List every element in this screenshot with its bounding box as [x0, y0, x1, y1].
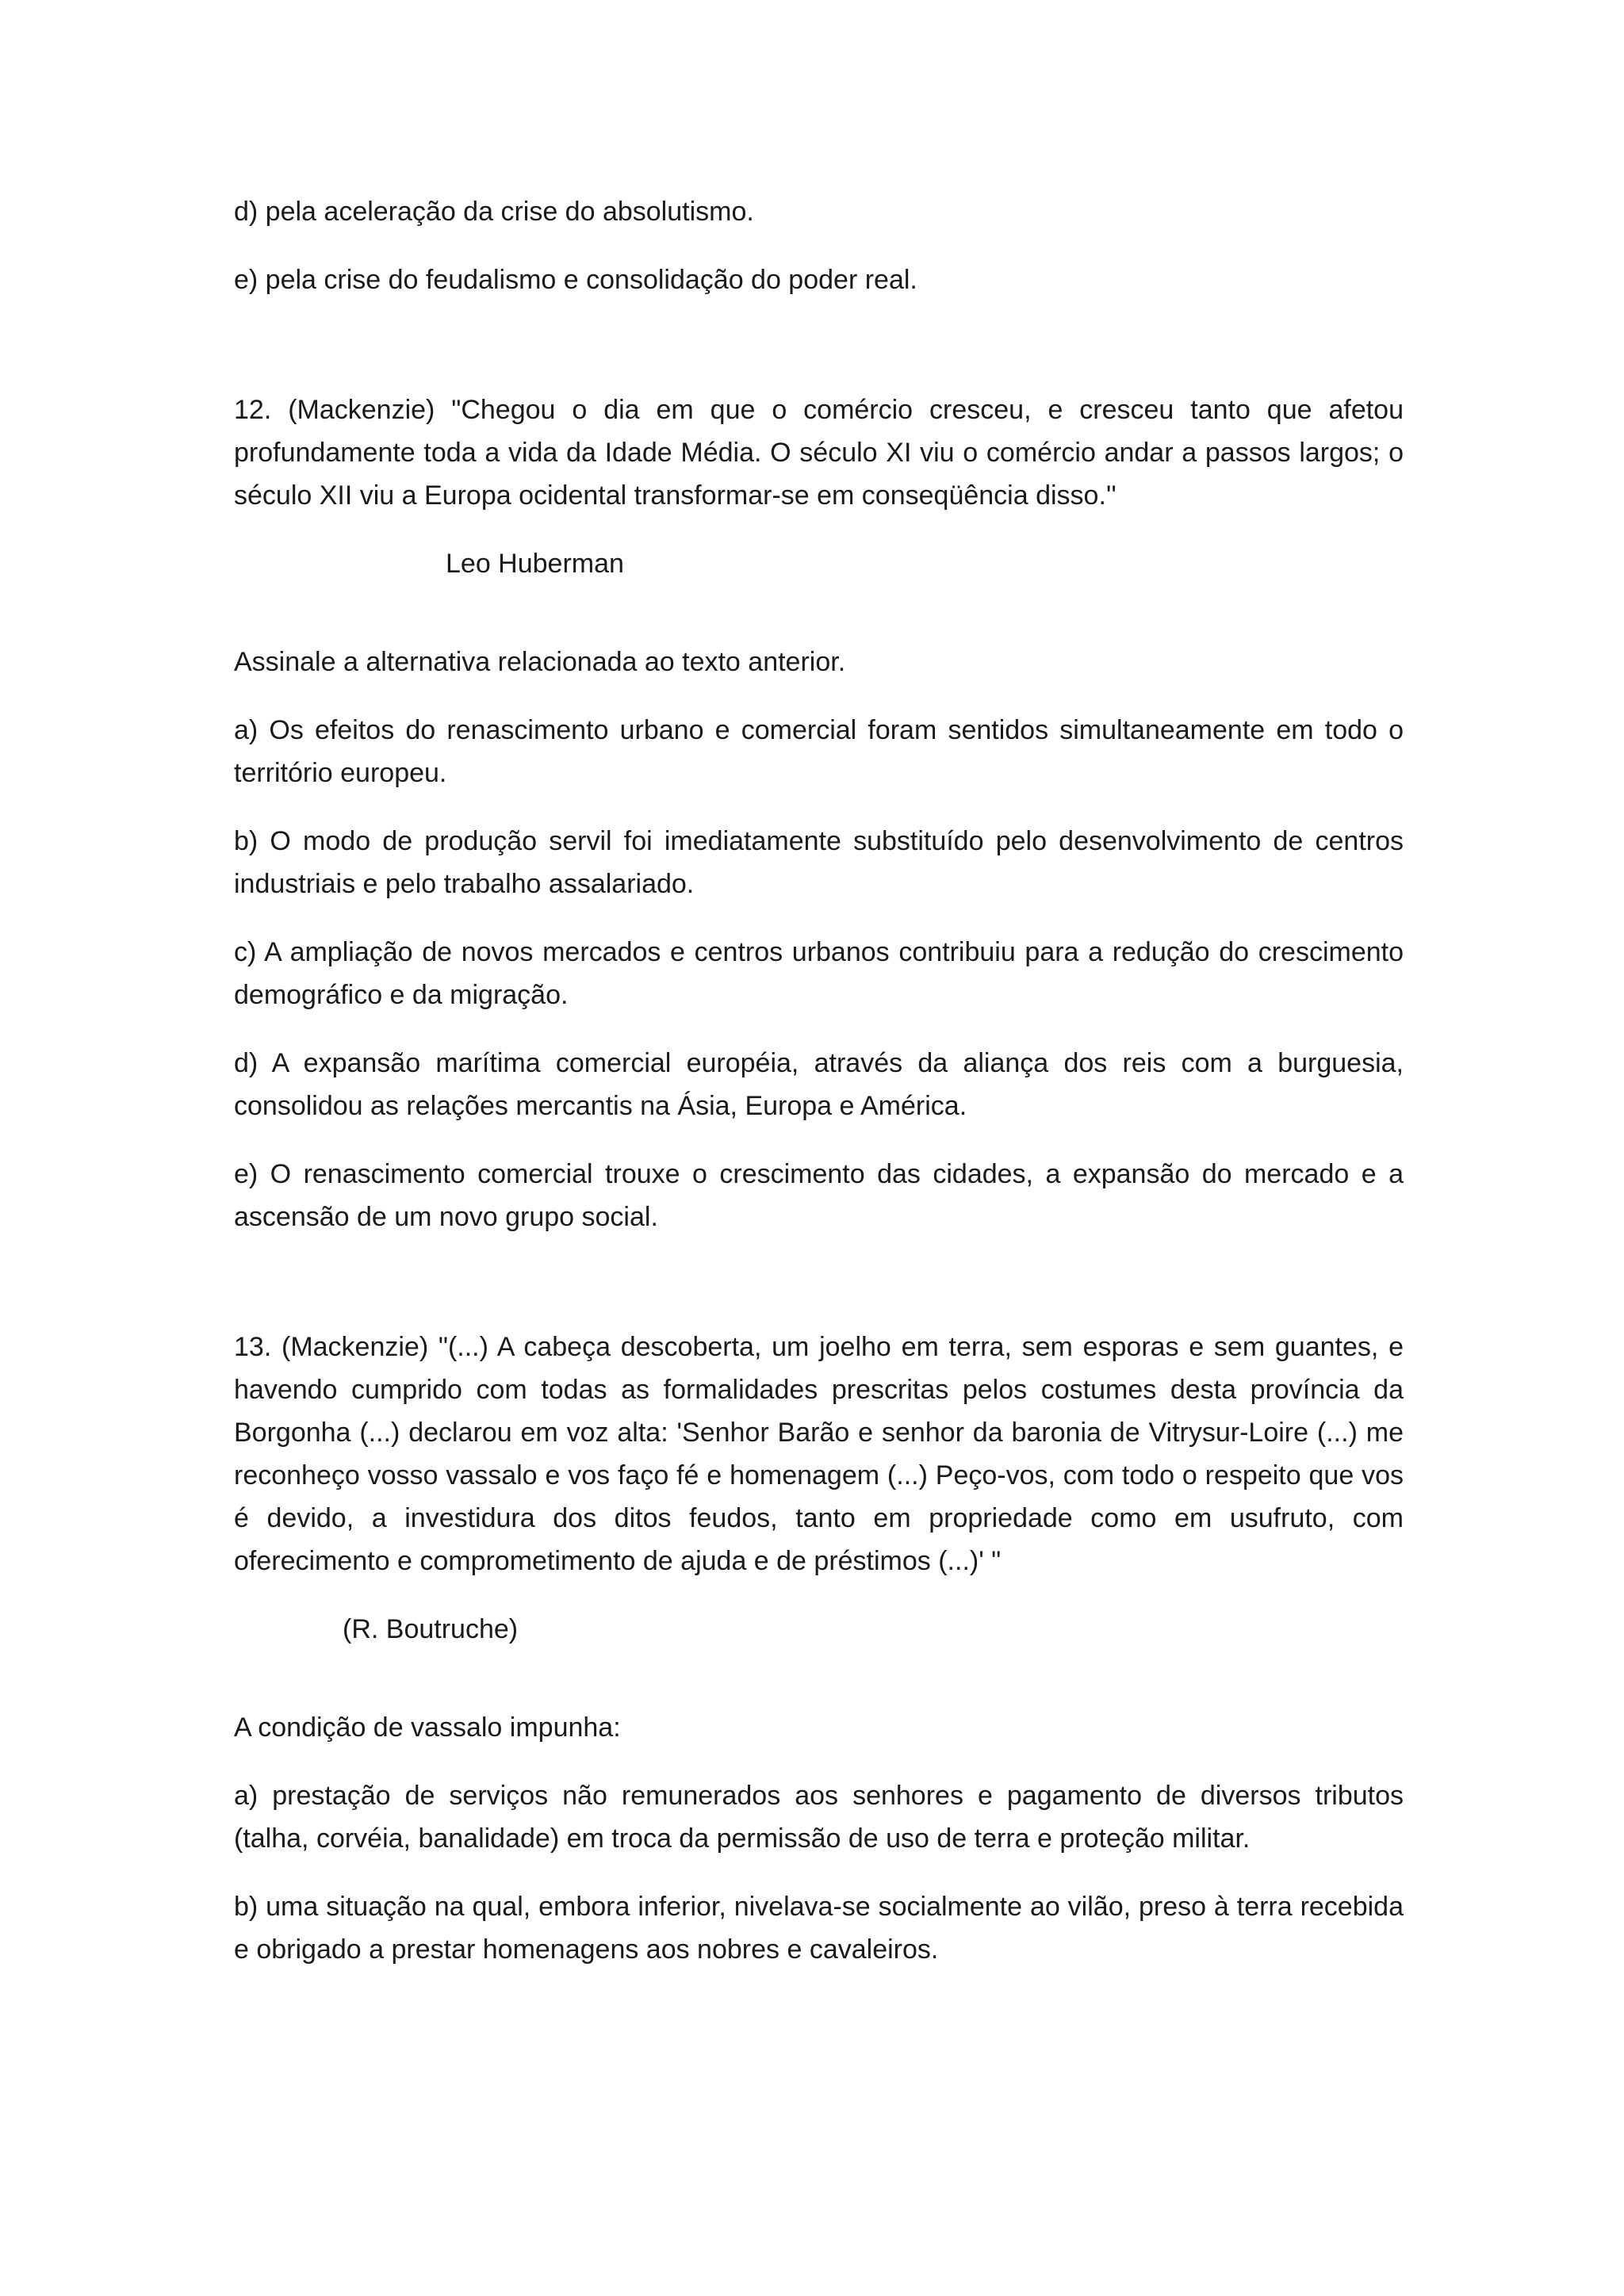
question-12-option-c: c) A ampliação de novos mercados e centros urbanos contribuiu para a redução do crescimento demográfico e da migração.	[234, 937, 1404, 1010]
question-12-author: Leo Huberman	[446, 549, 624, 579]
question-13-author: (R. Boutruche)	[343, 1614, 519, 1644]
question-12-option-a: a) Os efeitos do renascimento urbano e comercial foram sentidos simultaneamente em todo o território europeu.	[234, 715, 1404, 788]
option-d-previous-question: d) pela aceleração da crise do absolutismo.	[234, 197, 754, 227]
document-body	[234, 190, 1404, 1996]
question-13-prompt: A condição de vassalo impunha:	[234, 1712, 621, 1743]
question-13-statement: 13. (Mackenzie) "(...) A cabeça descoberta, um joelho em terra, sem esporas e sem guantes, e havendo cumprido com todas as formalidades prescritas pelos costumes desta província da Borgonha (...) declarou em voz alta: 'Senhor Barão e senhor da baronia de Vitrysur-Loire (...) me reconheço vosso vassalo e vos faço fé e homenagem (...) Peço-vos, com todo o respeito que vos é devido, a investidura dos ditos feudos, tanto em propriedade como em usufruto, com oferecimento e comprometimento de ajuda e de préstimos (...)' "	[234, 1332, 1404, 1576]
question-13-option-b: b) uma situação na qual, embora inferior, nivelava-se socialmente ao vilão, preso à terra recebida e obrigado a prestar homenagens aos nobres e cavaleiros.	[234, 1892, 1404, 1965]
question-12-option-e: e) O renascimento comercial trouxe o crescimento das cidades, a expansão do mercado e a ascensão de um novo grupo social.	[234, 1159, 1404, 1232]
question-12-statement: 12. (Mackenzie) "Chegou o dia em que o comércio cresceu, e cresceu tanto que afetou profundamente toda a vida da Idade Média. O século XI viu o comércio andar a passos largos; o século XII viu a Europa ocidental transformar-se em conseqüência disso.''	[234, 395, 1404, 511]
question-13-option-a: a) prestação de serviços não remunerados aos senhores e pagamento de diversos tributos (talha, corvéia, banalidade) em troca da permissão de uso de terra e proteção militar.	[234, 1781, 1404, 1854]
question-12-prompt: Assinale a alternativa relacionada ao texto anterior.	[234, 647, 846, 677]
question-12-option-b: b) O modo de produção servil foi imediatamente substituído pelo desenvolvimento de centros industriais e pelo trabalho assalariado.	[234, 826, 1404, 899]
option-e-previous-question: e) pela crise do feudalismo e consolidação do poder real.	[234, 265, 917, 295]
question-12-option-d: d) A expansão marítima comercial européia, através da aliança dos reis com a burguesia, consolidou as relações mercantis na Ásia, Europa e América.	[234, 1048, 1404, 1121]
